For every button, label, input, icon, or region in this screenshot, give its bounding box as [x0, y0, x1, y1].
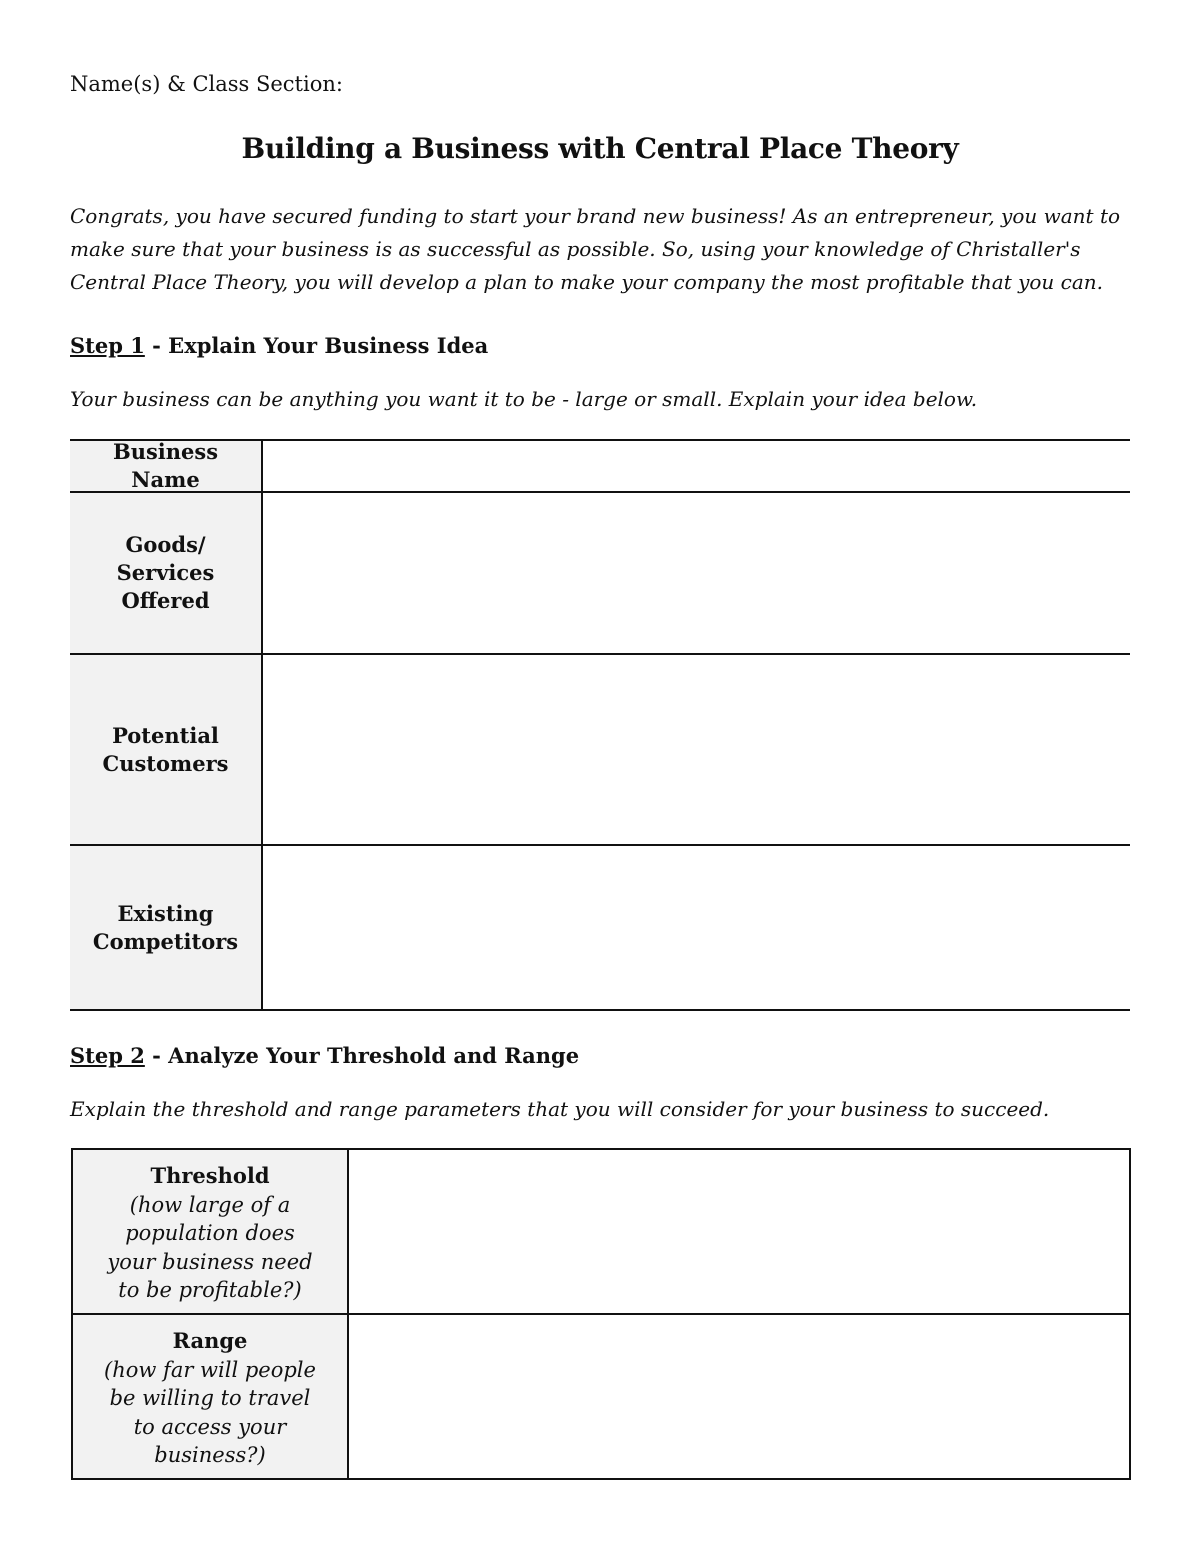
business-idea-table: [70, 439, 1130, 1011]
range-label-cell: [73, 1315, 349, 1478]
document-title: Building a Business with Central Place Theory: [241, 132, 959, 165]
range-field[interactable]: [349, 1315, 1129, 1478]
existing-competitors-field[interactable]: [263, 846, 1130, 1009]
table-row: [70, 493, 1130, 655]
range-label: Range: [172, 1328, 248, 1353]
existing-competitors-label-text: Existing Competitors: [92, 900, 239, 954]
step2-instruction: Explain the threshold and range parameters that you will consider for your business to succeed.: [70, 1097, 1050, 1121]
table-row: [73, 1315, 1129, 1478]
existing-competitors-label: [70, 846, 263, 1009]
goods-services-field[interactable]: [263, 493, 1130, 653]
step1-heading: [70, 333, 488, 358]
potential-customers-label-text: Potential Customers: [102, 722, 229, 776]
business-name-field[interactable]: [263, 441, 1130, 491]
goods-services-label-text: Goods/ Services Offered: [116, 532, 215, 613]
threshold-range-table: [71, 1148, 1131, 1480]
threshold-field[interactable]: [349, 1150, 1129, 1313]
step1-number: Step 1: [70, 333, 145, 358]
table-row: [70, 846, 1130, 1009]
potential-customers-label: [70, 655, 263, 844]
potential-customers-field[interactable]: [263, 655, 1130, 844]
step1-instruction: Your business can be anything you want it to be - large or small. Explain your idea below.: [70, 387, 978, 411]
step2-number: Step 2: [70, 1043, 145, 1068]
business-name-label: Business Name: [70, 441, 263, 491]
threshold-label: Threshold: [150, 1163, 270, 1188]
threshold-label-cell: [73, 1150, 349, 1313]
table-row: [70, 655, 1130, 846]
intro-paragraph: Congrats, you have secured funding to start your brand new business! As an entrepreneur, you want to make sure that your business is as successful as possible. So, using your knowledge of Christaller's Central Place Theory, you will develop a plan to make your company the most profitable that you can.: [70, 204, 1121, 294]
table-row: [70, 441, 1130, 493]
table-row: [73, 1150, 1129, 1315]
range-description: (how far will people be willing to travel to access your business?): [104, 1357, 316, 1467]
threshold-description: (how large of a population does your business need to be profitable?): [107, 1192, 313, 1302]
step1-title: - Explain Your Business Idea: [144, 333, 489, 358]
step2-heading: [70, 1043, 579, 1068]
name-class-section-label: Name(s) & Class Section:: [70, 72, 343, 96]
goods-services-label: [70, 493, 263, 653]
step2-title: - Analyze Your Threshold and Range: [144, 1043, 580, 1068]
